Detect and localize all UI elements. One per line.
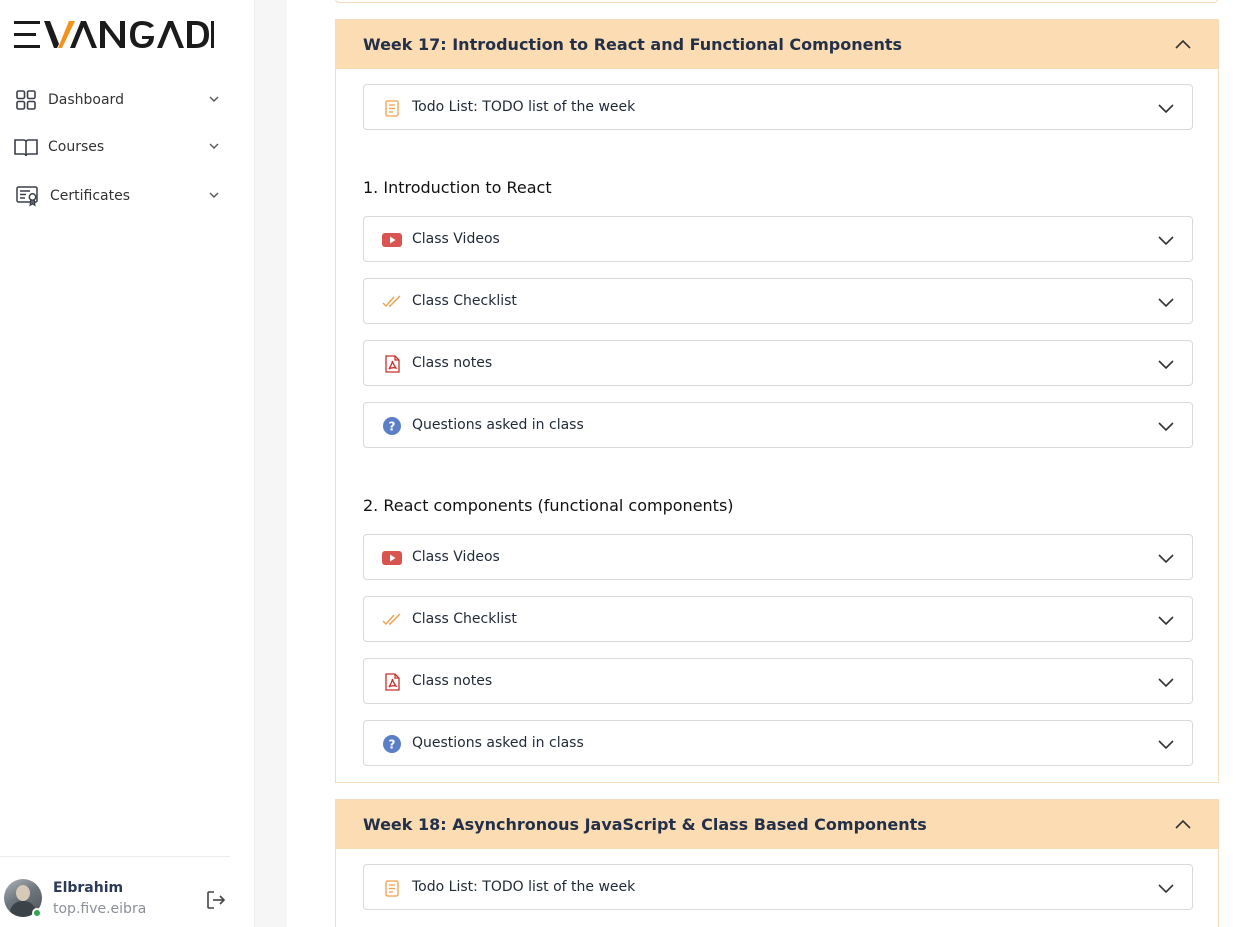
chevron-down-icon[interactable]: [1157, 419, 1175, 433]
lesson-title: 2. React components (functional components): [363, 496, 734, 515]
lesson-title: 1. Introduction to React: [363, 178, 552, 197]
pdf-icon: [382, 672, 402, 692]
chevron-down-icon[interactable]: [1157, 101, 1175, 115]
video-icon: [382, 548, 402, 568]
week-title: Week 18: Asynchronous JavaScript & Class Based Components: [363, 815, 927, 834]
todo-icon: [382, 878, 402, 898]
chevron-down-icon[interactable]: [207, 188, 221, 202]
course-content: [287, 0, 1248, 927]
class-videos-row[interactable]: [363, 534, 1193, 580]
double-check-icon: [382, 292, 402, 312]
user-profile: [0, 856, 230, 927]
chevron-down-icon[interactable]: [1157, 233, 1175, 247]
user-name: Elbrahim: [53, 880, 124, 896]
chevron-down-icon[interactable]: [1157, 551, 1175, 565]
week-header[interactable]: [336, 800, 1218, 849]
user-handle: top.five.eibra: [53, 901, 147, 917]
previous-week-card-edge: [335, 0, 1218, 3]
week-title: Week 17: Introduction to React and Functional Components: [363, 35, 903, 54]
sidebar-item-courses[interactable]: [0, 123, 240, 170]
week-panel: [335, 19, 1219, 783]
double-check-icon: [382, 610, 402, 630]
svg-text:?: ?: [388, 737, 396, 752]
class-videos-row[interactable]: [363, 216, 1193, 262]
evangadi-logo[interactable]: [14, 20, 214, 50]
class-checklist-row[interactable]: [363, 596, 1193, 642]
question-icon: [382, 416, 402, 436]
row-label: Class notes: [412, 355, 493, 371]
class-checklist-row[interactable]: [363, 278, 1193, 324]
question-icon: [382, 734, 402, 754]
sidebar-item-label: Courses: [48, 138, 105, 155]
chevron-down-icon[interactable]: [1157, 357, 1175, 371]
row-label: Todo List: TODO list of the week: [412, 879, 636, 895]
book-icon: [14, 135, 38, 159]
chevron-up-icon[interactable]: [1174, 817, 1192, 831]
online-status-dot: [32, 908, 42, 918]
row-label: Class Checklist: [412, 293, 517, 309]
row-label: Class Videos: [412, 231, 500, 247]
week-panel: [335, 799, 1219, 927]
logout-icon[interactable]: [205, 889, 227, 911]
row-label: Questions asked in class: [412, 417, 584, 433]
todo-icon: [382, 98, 402, 118]
chevron-down-icon[interactable]: [1157, 675, 1175, 689]
sidebar-item-dashboard[interactable]: [0, 76, 240, 123]
todo-list-row[interactable]: [363, 84, 1193, 130]
row-label: Class Videos: [412, 549, 500, 565]
class-notes-row[interactable]: [363, 340, 1193, 386]
grid-icon: [14, 88, 38, 112]
row-label: Class notes: [412, 673, 493, 689]
sidebar: [0, 0, 254, 927]
sidebar-item-label: Dashboard: [48, 91, 124, 108]
chevron-down-icon[interactable]: [1157, 295, 1175, 309]
chevron-down-icon[interactable]: [1157, 613, 1175, 627]
row-label: Class Checklist: [412, 611, 517, 627]
chevron-down-icon[interactable]: [207, 92, 221, 106]
todo-list-row[interactable]: [363, 864, 1193, 910]
sidebar-item-label: Certificates: [50, 187, 131, 204]
row-label: Todo List: TODO list of the week: [412, 99, 636, 115]
video-icon: [382, 230, 402, 250]
chevron-down-icon[interactable]: [1157, 737, 1175, 751]
sidebar-item-certificates[interactable]: [0, 172, 240, 219]
sidebar-divider: [254, 0, 287, 927]
class-notes-row[interactable]: [363, 658, 1193, 704]
certificate-icon: [16, 184, 40, 208]
questions-row[interactable]: [363, 402, 1193, 448]
sidebar-nav: [0, 78, 240, 219]
chevron-down-icon[interactable]: [1157, 881, 1175, 895]
svg-text:?: ?: [388, 419, 396, 434]
week-header[interactable]: [336, 20, 1218, 69]
pdf-icon: [382, 354, 402, 374]
chevron-up-icon[interactable]: [1174, 37, 1192, 51]
chevron-down-icon[interactable]: [207, 139, 221, 153]
questions-row[interactable]: [363, 720, 1193, 766]
row-label: Questions asked in class: [412, 735, 584, 751]
